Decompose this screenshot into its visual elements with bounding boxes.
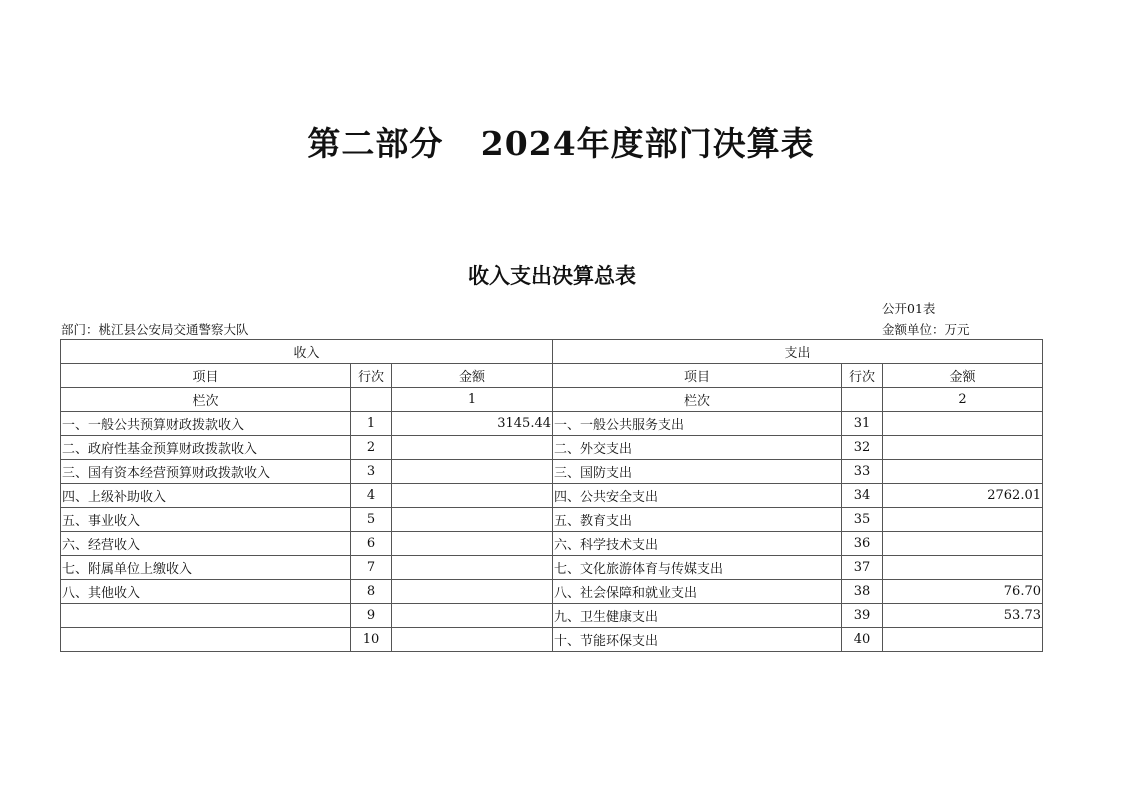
income-item-cell: 一、一般公共预算财政拨款收入 [61,412,351,436]
table-row [61,628,1043,652]
budget-table-body [61,340,1043,652]
expense-row-no-cell: 37 [842,556,883,580]
income-index-label: 栏次 [61,388,351,412]
department-label: 部门：桃江县公安局交通警察大队 [61,322,249,337]
table-row [61,412,1043,436]
expense-section-header: 支出 [553,340,1043,364]
amount-unit: 金额单位：万元 [882,322,970,337]
column-header-row [61,364,1043,388]
expense-amount-cell: 2762.01 [883,484,1043,508]
column-index-row [61,388,1043,412]
expense-item-cell: 八、社会保障和就业支出 [553,580,842,604]
expense-amount-cell [883,412,1043,436]
expense-amount-cell [883,556,1043,580]
income-row-no-header: 行次 [351,364,392,388]
expense-item-cell: 九、卫生健康支出 [553,604,842,628]
expense-amount-cell [883,460,1043,484]
expense-item-cell: 十、节能环保支出 [553,628,842,652]
expense-amount-cell [883,532,1043,556]
income-row-no-cell: 7 [351,556,392,580]
expense-item-cell: 六、科学技术支出 [553,532,842,556]
income-row-no-cell: 8 [351,580,392,604]
income-amount-cell [392,508,553,532]
income-item-cell: 三、国有资本经营预算财政拨款收入 [61,460,351,484]
expense-row-no-cell: 38 [842,580,883,604]
income-row-no-cell: 2 [351,436,392,460]
expense-item-cell: 一、一般公共服务支出 [553,412,842,436]
budget-table [60,339,1043,652]
income-amount-header: 金额 [392,364,553,388]
expense-item-cell: 三、国防支出 [553,460,842,484]
income-row-no-cell: 1 [351,412,392,436]
income-item-cell [61,604,351,628]
expense-amount-cell: 53.73 [883,604,1043,628]
income-amount-cell [392,532,553,556]
income-amount-cell [392,436,553,460]
income-item-cell [61,628,351,652]
income-amount-cell [392,628,553,652]
income-item-cell: 八、其他收入 [61,580,351,604]
income-item-cell: 四、上级补助收入 [61,484,351,508]
expense-item-header: 项目 [553,364,842,388]
expense-col-index: 2 [883,388,1043,412]
expense-row-no-cell: 36 [842,532,883,556]
expense-row-no-header: 行次 [842,364,883,388]
expense-row-no-cell: 39 [842,604,883,628]
income-item-cell: 二、政府性基金预算财政拨款收入 [61,436,351,460]
income-section-header: 收入 [61,340,553,364]
income-item-cell: 五、事业收入 [61,508,351,532]
income-row-no-cell: 4 [351,484,392,508]
expense-item-cell: 四、公共安全支出 [553,484,842,508]
income-row-no-cell: 9 [351,604,392,628]
income-col-index: 1 [392,388,553,412]
page-title: 第二部分 2024年度部门决算表 [307,124,815,163]
income-row-no-cell: 6 [351,532,392,556]
table-row [61,436,1043,460]
table-row [61,556,1043,580]
expense-item-cell: 二、外交支出 [553,436,842,460]
income-amount-cell [392,580,553,604]
expense-row-no-cell: 31 [842,412,883,436]
income-row-no-cell: 3 [351,460,392,484]
income-amount-cell [392,484,553,508]
income-amount-cell [392,556,553,580]
income-item-cell: 六、经营收入 [61,532,351,556]
income-amount-cell: 3145.44 [392,412,553,436]
expense-item-cell: 七、文化旅游体育与传媒支出 [553,556,842,580]
income-item-cell: 七、附属单位上缴收入 [61,556,351,580]
income-amount-cell [392,604,553,628]
expense-index-blank [842,388,883,412]
income-row-no-cell: 5 [351,508,392,532]
expense-index-label: 栏次 [553,388,842,412]
table-row [61,484,1043,508]
expense-row-no-cell: 32 [842,436,883,460]
expense-row-no-cell: 40 [842,628,883,652]
income-item-header: 项目 [61,364,351,388]
expense-amount-header: 金额 [883,364,1043,388]
expense-row-no-cell: 35 [842,508,883,532]
expense-amount-cell [883,628,1043,652]
table-code: 公开01表 [882,301,936,316]
expense-amount-cell: 76.70 [883,580,1043,604]
income-row-no-cell: 10 [351,628,392,652]
expense-amount-cell [883,436,1043,460]
section-header-row [61,340,1043,364]
expense-item-cell: 五、教育支出 [553,508,842,532]
income-amount-cell [392,460,553,484]
table-row [61,532,1043,556]
table-row [61,604,1043,628]
table-title: 收入支出决算总表 [468,263,636,288]
income-index-blank [351,388,392,412]
table-row [61,580,1043,604]
expense-row-no-cell: 34 [842,484,883,508]
table-row [61,460,1043,484]
expense-amount-cell [883,508,1043,532]
table-row [61,508,1043,532]
expense-row-no-cell: 33 [842,460,883,484]
